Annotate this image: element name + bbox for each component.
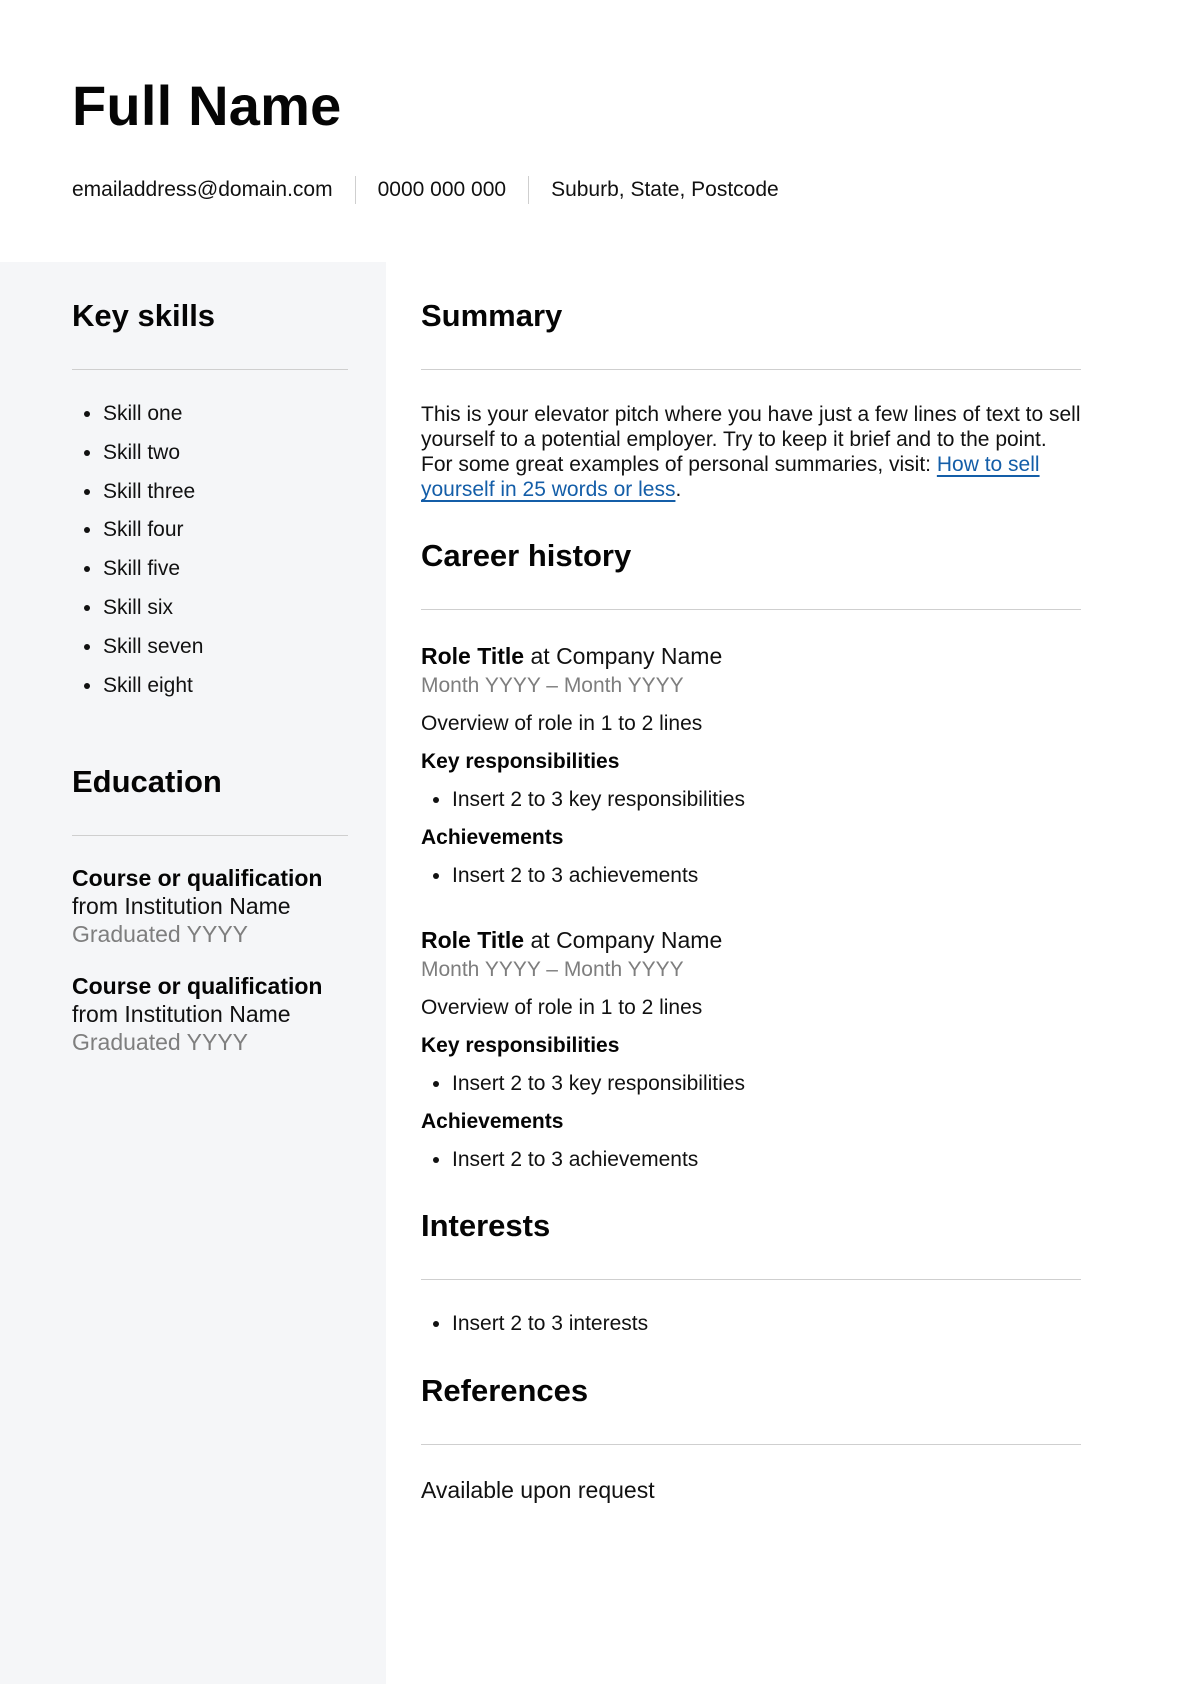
summary-section	[421, 296, 1081, 523]
role-title: Role Title	[421, 643, 525, 669]
role-overview: Overview of role in 1 to 2 lines	[421, 712, 703, 735]
interest-text: Insert 2 to 3 interests	[452, 1312, 649, 1335]
institution-name: from Institution Name	[72, 1001, 291, 1027]
responsibility-text: Insert 2 to 3 key responsibilities	[452, 788, 745, 811]
graduation-date: Graduated YYYY	[72, 1029, 249, 1055]
key-skills-title: Key skills	[72, 298, 216, 333]
education-section	[72, 762, 348, 836]
responsibility-item	[421, 1071, 1081, 1096]
key-skills-list	[72, 395, 348, 705]
education-list	[72, 864, 348, 1080]
career-history-section	[421, 536, 1081, 1172]
role-title: Role Title	[421, 927, 525, 953]
bullet-icon	[433, 873, 439, 879]
summary-title: Summary	[421, 298, 563, 333]
skill-item	[72, 473, 348, 512]
references-divider	[421, 1444, 1081, 1445]
responsibilities-list	[421, 787, 1081, 812]
achievement-text: Insert 2 to 3 achievements	[452, 864, 699, 887]
responsibility-item	[421, 787, 1081, 812]
achievement-text: Insert 2 to 3 achievements	[452, 1148, 699, 1171]
key-skills-section	[72, 296, 348, 370]
interests-divider	[421, 1279, 1081, 1280]
resume-header	[72, 0, 1122, 262]
summary-text	[421, 402, 1081, 502]
bullet-icon	[433, 1321, 439, 1327]
references-section	[421, 1371, 1081, 1504]
achievements-heading: Achievements	[421, 1110, 564, 1133]
skill-item	[72, 667, 348, 706]
skill-item	[72, 550, 348, 589]
role-dates: Month YYYY – Month YYYY	[421, 958, 684, 981]
bullet-icon	[84, 411, 90, 417]
company-name: at Company Name	[524, 643, 723, 669]
references-title: References	[421, 1373, 589, 1408]
bullet-icon	[84, 527, 90, 533]
achievements-list	[421, 863, 1081, 888]
skill-item	[72, 434, 348, 473]
career-history-divider	[421, 609, 1081, 610]
email-address: emailaddress@domain.com	[72, 178, 333, 201]
role-overview: Overview of role in 1 to 2 lines	[421, 996, 703, 1019]
role-dates: Month YYYY – Month YYYY	[421, 674, 684, 697]
graduation-date: Graduated YYYY	[72, 921, 249, 947]
skill-label: Skill four	[103, 518, 184, 542]
resume-sidebar	[0, 262, 386, 1684]
contact-divider	[528, 176, 529, 204]
contact-row	[72, 174, 779, 206]
role-heading	[421, 926, 1081, 955]
bullet-icon	[433, 797, 439, 803]
resume-main-column	[421, 262, 1081, 1684]
role-block	[421, 926, 1081, 1172]
bullet-icon	[84, 644, 90, 650]
company-name: at Company Name	[524, 927, 723, 953]
bullet-icon	[433, 1157, 439, 1163]
key-skills-divider	[72, 369, 348, 370]
responsibilities-heading: Key responsibilities	[421, 1034, 620, 1057]
achievement-item	[421, 863, 1081, 888]
summary-period: .	[675, 478, 682, 501]
bullet-icon	[84, 450, 90, 456]
education-item	[72, 864, 348, 948]
contact-divider	[355, 176, 356, 204]
skill-label: Skill seven	[103, 634, 204, 658]
interests-title: Interests	[421, 1208, 551, 1243]
education-item	[72, 972, 348, 1056]
achievements-heading: Achievements	[421, 826, 564, 849]
full-name: Full Name	[72, 74, 342, 137]
responsibilities-list	[421, 1071, 1081, 1096]
skill-label: Skill five	[103, 557, 181, 581]
bullet-icon	[84, 566, 90, 572]
skill-label: Skill two	[103, 440, 181, 464]
achievement-item	[421, 1147, 1081, 1172]
responsibility-text: Insert 2 to 3 key responsibilities	[452, 1072, 745, 1095]
phone-number: 0000 000 000	[377, 178, 507, 201]
interest-item	[421, 1311, 1081, 1336]
summary-divider	[421, 369, 1081, 370]
skill-label: Skill three	[103, 479, 196, 503]
location: Suburb, State, Postcode	[551, 178, 779, 201]
education-title: Education	[72, 764, 222, 799]
role-block	[421, 642, 1081, 888]
course-title: Course or qualification	[72, 973, 323, 999]
interests-section	[421, 1206, 1081, 1336]
bullet-icon	[84, 489, 90, 495]
skill-item	[72, 511, 348, 550]
interests-list	[421, 1311, 1081, 1336]
skill-item	[72, 628, 348, 667]
career-history-title: Career history	[421, 538, 632, 573]
references-text: Available upon request	[421, 1477, 655, 1503]
course-title: Course or qualification	[72, 865, 323, 891]
skill-item	[72, 395, 348, 434]
institution-name: from Institution Name	[72, 893, 291, 919]
skill-label: Skill eight	[103, 673, 193, 697]
role-heading	[421, 642, 1081, 671]
bullet-icon	[84, 605, 90, 611]
skill-label: Skill six	[103, 595, 174, 619]
skill-label: Skill one	[103, 402, 183, 425]
achievements-list	[421, 1147, 1081, 1172]
bullet-icon	[433, 1081, 439, 1087]
summary-link[interactable]: How to sell yourself in 25 words or less	[421, 453, 1040, 501]
education-divider	[72, 835, 348, 836]
skill-item	[72, 589, 348, 628]
responsibilities-heading: Key responsibilities	[421, 750, 620, 773]
bullet-icon	[84, 683, 90, 689]
summary-body: This is your elevator pitch where you have just a few lines of text to sell yourself to a potential employer. Try to keep it brief and to the point. For some great examples of personal summaries, visit:	[421, 403, 1081, 476]
